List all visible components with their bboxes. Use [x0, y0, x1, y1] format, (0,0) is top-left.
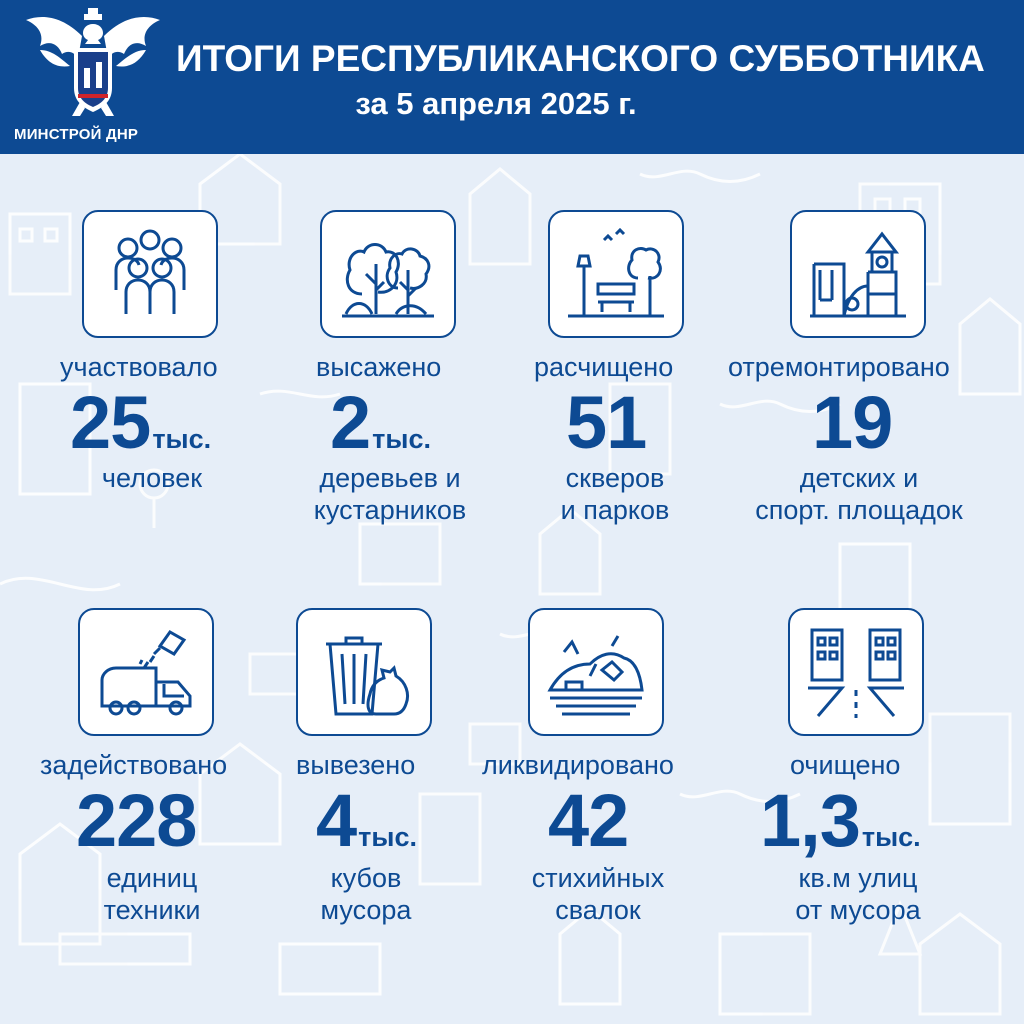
stat-desc-removed: кубов мусора	[320, 863, 412, 925]
trees-icon-box	[320, 210, 456, 338]
stat-value-row-liquidated	[548, 778, 630, 863]
stat-value-cleaned: 1,3	[760, 779, 860, 862]
stat-desc-planted: деревьев и кустарников	[313, 463, 467, 525]
stat-label-participants: участвовало	[60, 352, 218, 382]
stat-suffix-planted: тыс.	[372, 424, 431, 454]
stat-label-liquidated: ликвидировано	[482, 750, 674, 780]
stat-desc-repaired: детских и спорт. площадок	[755, 463, 963, 525]
trash-bin-icon	[312, 622, 416, 722]
stat-label-repaired: отремонтировано	[728, 352, 950, 382]
stat-label-machinery: задействовано	[40, 750, 228, 780]
stat-desc-participants: человек	[101, 463, 203, 493]
stat-value-row-participants	[70, 380, 211, 465]
park-bench-icon	[564, 224, 668, 324]
stat-value-machinery: 228	[76, 779, 197, 862]
stat-suffix-participants: тыс.	[152, 424, 212, 454]
stat-desc-machinery: единиц техники	[103, 863, 201, 925]
header-banner	[0, 0, 1024, 154]
dump-icon-box	[528, 608, 664, 736]
trees-icon	[336, 224, 440, 324]
stat-label-cleared: расчищено	[534, 352, 674, 382]
garbage-truck-icon	[94, 622, 198, 722]
trash-bin-icon-box	[296, 608, 432, 736]
stat-value-row-cleaned	[760, 778, 921, 863]
stat-value-row-removed	[316, 778, 417, 863]
playground-icon	[806, 224, 910, 324]
park-bench-icon-box	[548, 210, 684, 338]
stat-suffix-removed: тыс.	[358, 822, 417, 852]
stat-value-planted: 2	[330, 381, 371, 464]
stat-value-cleared: 51	[566, 381, 647, 464]
stat-suffix-cleaned: тыс.	[861, 822, 921, 852]
stat-value-row-cleared	[566, 380, 648, 465]
page-title: ИТОГИ РЕСПУБЛИКАНСКОГО СУББОТНИКА	[176, 38, 985, 79]
organization-name: МИНСТРОЙ ДНР	[14, 126, 139, 143]
stat-desc-liquidated: стихийных свалок	[531, 863, 665, 925]
stat-value-removed: 4	[316, 779, 357, 862]
stat-value-row-machinery	[76, 778, 198, 863]
stat-value-liquidated: 42	[548, 779, 629, 862]
stat-desc-cleaned: кв.м улиц от мусора	[795, 863, 921, 925]
street-icon-box	[788, 608, 924, 736]
eagle-emblem-icon	[22, 6, 164, 124]
dump-icon	[544, 622, 648, 722]
people-icon	[98, 224, 202, 324]
playground-icon-box	[790, 210, 926, 338]
page-subtitle: за 5 апреля 2025 г.	[355, 86, 637, 121]
stat-value-repaired: 19	[812, 381, 893, 464]
stat-label-planted: высажено	[316, 352, 442, 382]
stat-label-removed: вывезено	[296, 750, 416, 780]
stat-desc-cleared: скверов и парков	[560, 463, 670, 525]
stat-value-row-repaired	[812, 380, 894, 465]
street-icon	[804, 622, 908, 722]
stat-label-cleaned: очищено	[790, 750, 901, 780]
people-icon-box	[82, 210, 218, 338]
garbage-truck-icon-box	[78, 608, 214, 736]
stat-value-row-planted	[330, 380, 431, 465]
stat-value-participants: 25	[70, 381, 151, 464]
